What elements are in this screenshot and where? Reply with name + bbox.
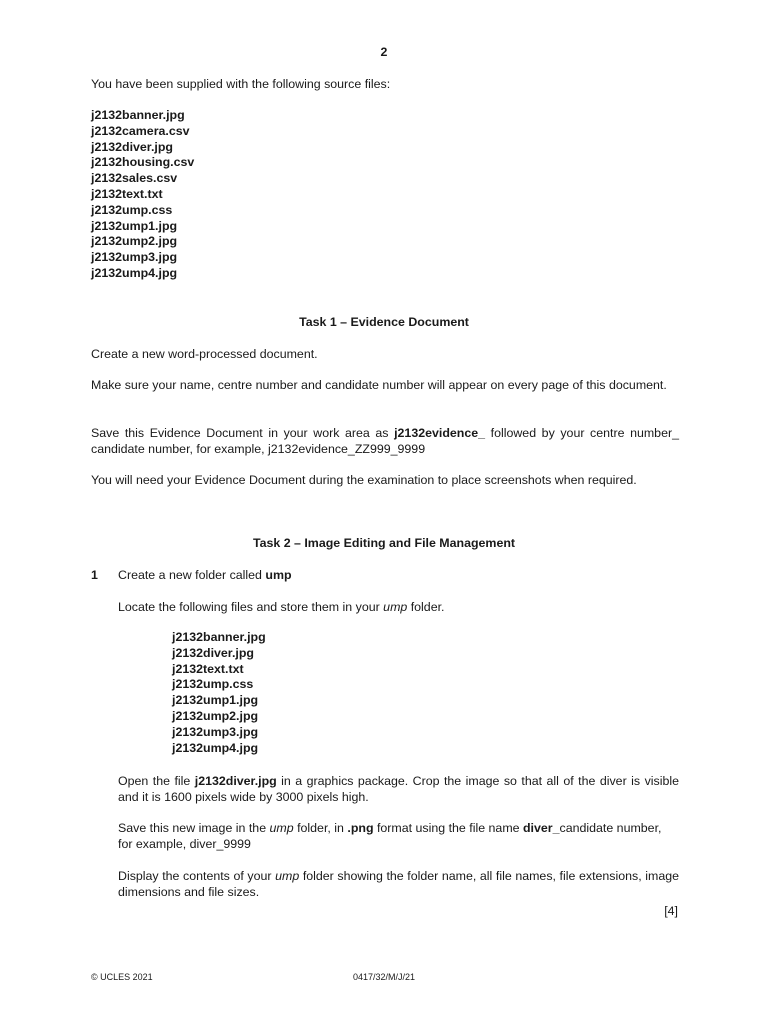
locate-instruction: Locate the following files and store them in your ump folder. xyxy=(118,600,445,614)
task1-paragraph-3: Save this Evidence Document in your work area as j2132evidence_ followed by your centre number_ candidate number, for example, j2132evidence_ZZ999_9999 xyxy=(91,426,679,456)
list-item: j2132sales.csv xyxy=(91,171,178,186)
list-item: j2132text.txt xyxy=(172,661,244,676)
list-item: j2132ump.css xyxy=(172,677,254,692)
task2-heading: Task 2 – Image Editing and File Management xyxy=(252,536,516,550)
ump-file-list xyxy=(172,630,266,756)
source-file-list xyxy=(91,108,194,282)
list-item: j2132ump2.jpg xyxy=(91,234,178,249)
open-file-instruction: Open the file j2132diver.jpg in a graphics package. Crop the image so that all of the diver is visible and it is 1600 pixels wide by 3000 pixels high. xyxy=(118,774,679,804)
copyright: © UCLES 2021 xyxy=(91,972,153,982)
page-number: 2 xyxy=(380,45,388,59)
task1-paragraph-2: Make sure your name, centre number and candidate number will appear on every page of this document. xyxy=(91,378,667,392)
question-number: 1 xyxy=(91,568,98,582)
list-item: j2132ump4.jpg xyxy=(172,740,259,755)
display-contents-instruction: Display the contents of your ump folder showing the folder name, all file names, file extensions, image dimensions and file sizes. xyxy=(118,869,679,899)
question-1-text: Create a new folder called ump xyxy=(118,568,292,582)
list-item: j2132camera.csv xyxy=(91,123,190,138)
list-item: j2132ump1.jpg xyxy=(172,693,259,708)
list-item: j2132ump3.jpg xyxy=(91,250,178,265)
intro-text: You have been supplied with the following source files: xyxy=(91,77,391,91)
list-item: j2132housing.csv xyxy=(91,155,195,170)
task1-paragraph-1: Create a new word-processed document. xyxy=(91,347,318,361)
list-item: j2132ump2.jpg xyxy=(172,708,259,723)
list-item: j2132diver.jpg xyxy=(91,139,173,154)
list-item: j2132banner.jpg xyxy=(172,630,266,644)
list-item: j2132banner.jpg xyxy=(91,108,185,122)
task1-heading: Task 1 – Evidence Document xyxy=(299,315,469,329)
list-item: j2132text.txt xyxy=(91,186,163,201)
task1-paragraph-4: You will need your Evidence Document during the examination to place screenshots when required. xyxy=(91,473,637,487)
save-image-instruction: Save this new image in the ump folder, in .png format using the file name diver_candidate number, for example, diver_9999 xyxy=(118,821,662,851)
list-item: j2132diver.jpg xyxy=(172,645,254,660)
list-item: j2132ump1.jpg xyxy=(91,218,178,233)
marks-label: [4] xyxy=(664,904,678,918)
list-item: j2132ump3.jpg xyxy=(172,724,259,739)
list-item: j2132ump4.jpg xyxy=(91,265,178,280)
paper-code: 0417/32/M/J/21 xyxy=(352,972,416,982)
list-item: j2132ump.css xyxy=(91,202,173,217)
